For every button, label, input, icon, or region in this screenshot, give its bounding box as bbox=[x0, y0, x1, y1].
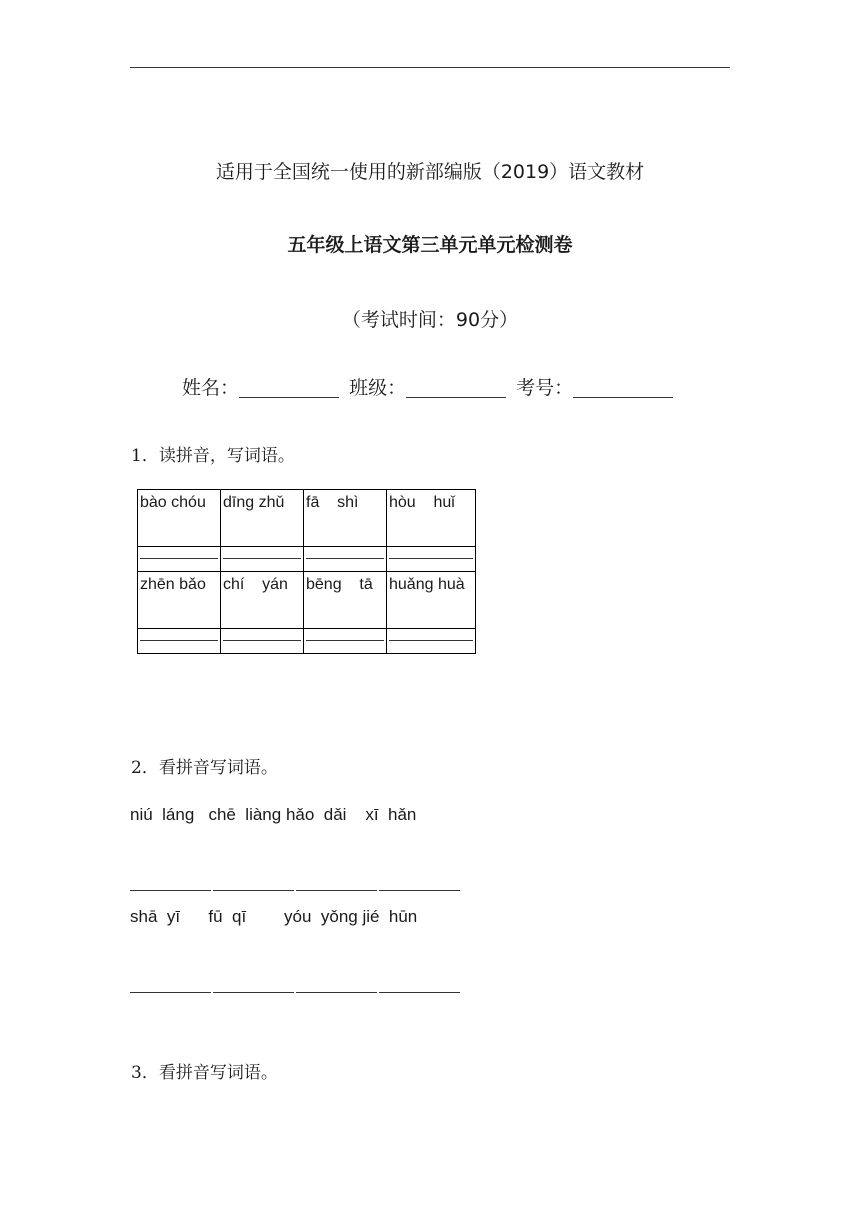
pinyin-cell: chí yán bbox=[221, 572, 304, 629]
number-label: 考号： bbox=[516, 377, 574, 399]
document-title: 五年级上语文第三单元单元检测卷 bbox=[287, 234, 573, 256]
answer-cell[interactable] bbox=[304, 629, 387, 654]
number-blank[interactable] bbox=[573, 377, 673, 398]
pinyin-table bbox=[137, 489, 476, 654]
pinyin-cell: bēng tā bbox=[304, 572, 387, 629]
class-blank[interactable] bbox=[406, 377, 506, 398]
pinyin-line: niú láng chē liàng hǎo dǎi xī hǎn bbox=[130, 805, 417, 824]
question-1-heading: 1．读拼音，写词语。 bbox=[131, 446, 295, 466]
answer-cell[interactable] bbox=[138, 547, 221, 572]
exam-time: （考试时间：90分） bbox=[341, 309, 519, 331]
pinyin-cell: huǎng huà bbox=[387, 572, 476, 629]
answer-cell[interactable] bbox=[221, 547, 304, 572]
pinyin-cell: hòu huǐ bbox=[387, 490, 476, 547]
question-3-heading: 3．看拼音写词语。 bbox=[131, 1063, 278, 1083]
class-label: 班级： bbox=[349, 377, 407, 399]
header-rule bbox=[130, 67, 730, 68]
table-row bbox=[138, 629, 476, 654]
answer-cell[interactable] bbox=[304, 547, 387, 572]
name-blank[interactable] bbox=[239, 377, 339, 398]
document-subtitle: 适用于全国统一使用的新部编版（2019）语文教材 bbox=[215, 161, 645, 183]
pinyin-cell: zhēn bǎo bbox=[138, 572, 221, 629]
pinyin-cell: dīng zhǔ bbox=[221, 490, 304, 547]
pinyin-cell: fā shì bbox=[304, 490, 387, 547]
question-2-heading: 2．看拼音写词语。 bbox=[131, 758, 278, 778]
answer-cell[interactable] bbox=[387, 547, 476, 572]
pinyin-line: shā yī fū qī yóu yǒng jié hūn bbox=[130, 907, 418, 926]
table-row bbox=[138, 490, 476, 547]
student-info-row bbox=[182, 373, 677, 400]
answer-cell[interactable] bbox=[221, 629, 304, 654]
answer-cell[interactable] bbox=[138, 629, 221, 654]
table-row bbox=[138, 572, 476, 629]
answer-cell[interactable] bbox=[387, 629, 476, 654]
pinyin-cell: bào chóu bbox=[138, 490, 221, 547]
name-label: 姓名： bbox=[182, 377, 240, 399]
table-row bbox=[138, 547, 476, 572]
